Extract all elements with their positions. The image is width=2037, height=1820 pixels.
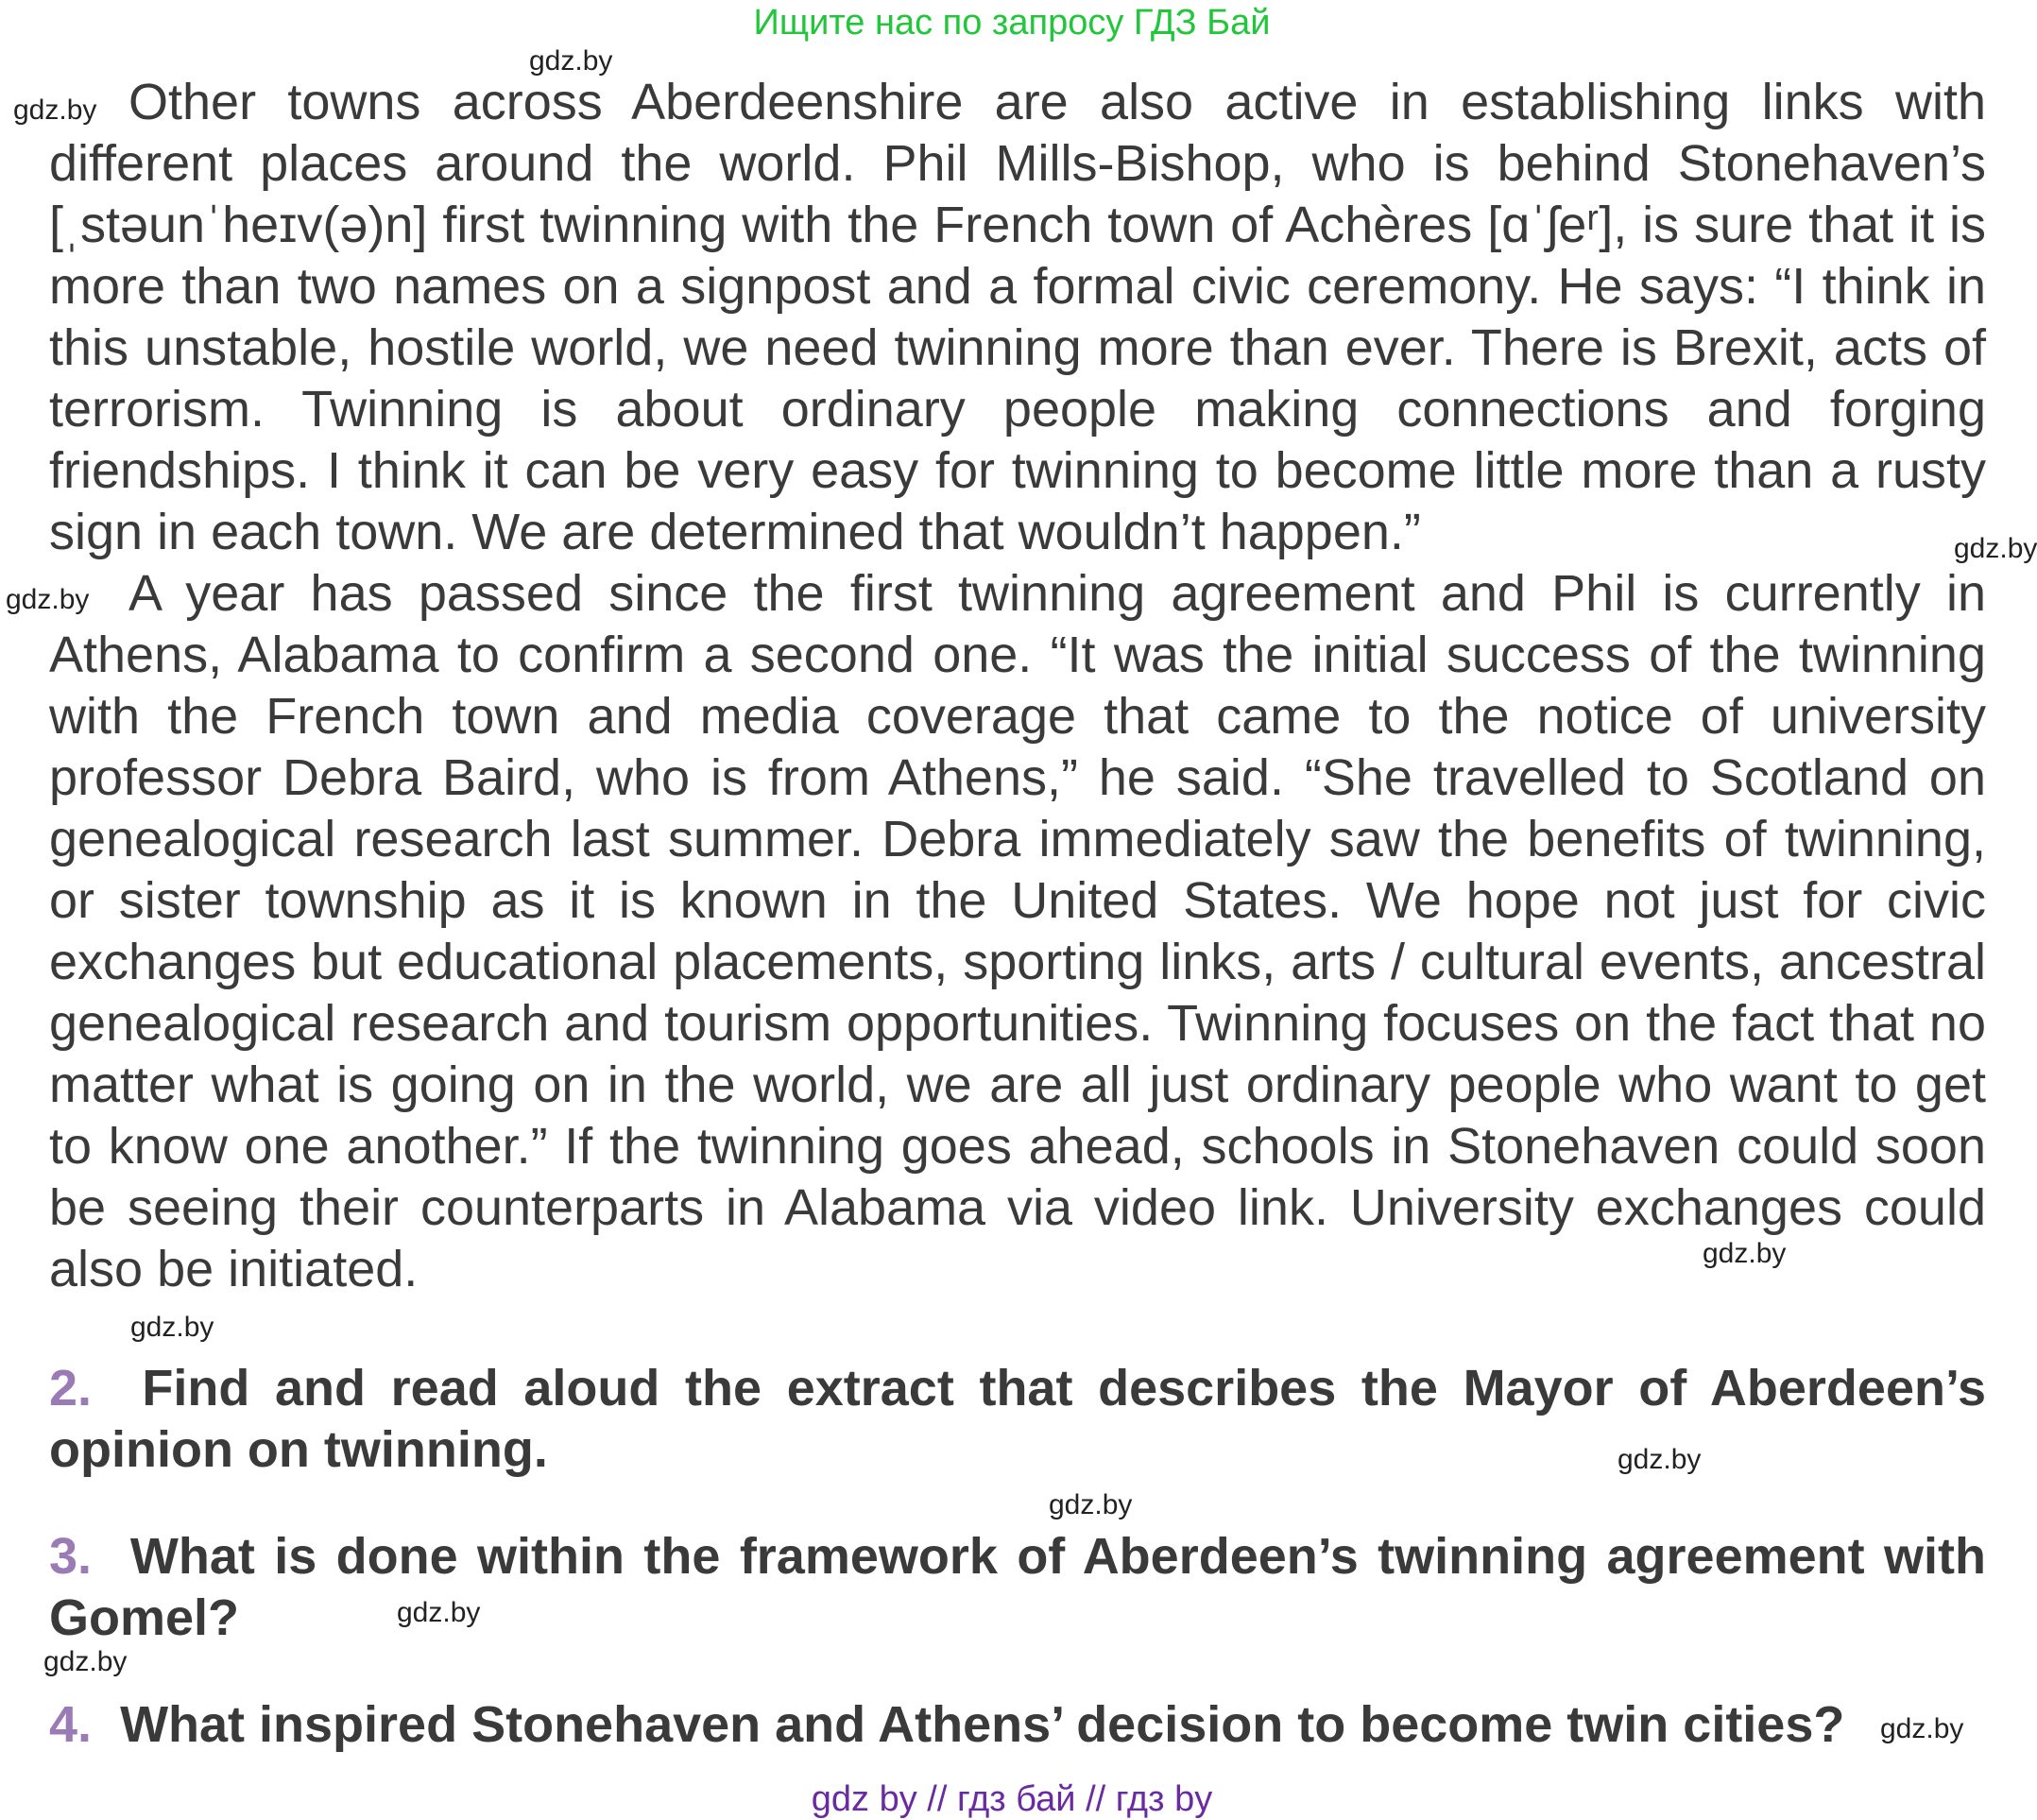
watermark: gdz.by xyxy=(1618,1444,1702,1475)
question-number: 3. xyxy=(49,1528,93,1585)
watermark: gdz.by xyxy=(1049,1489,1133,1520)
question-3 xyxy=(49,1526,1986,1649)
watermark: gdz.by xyxy=(43,1646,128,1677)
watermark: gdz.by xyxy=(1954,533,2037,564)
question-text: What inspired Stonehaven and Athens’ decision to become twin cities? xyxy=(120,1696,1845,1753)
question-number: 2. xyxy=(49,1360,93,1417)
footer-links: gdz by // гдз бай // гдз by xyxy=(811,1779,1213,1819)
watermark: gdz.by xyxy=(529,45,613,77)
watermark: gdz.by xyxy=(1703,1238,1787,1269)
watermark: gdz.by xyxy=(397,1597,481,1628)
question-4 xyxy=(49,1694,1892,1756)
top-banner: Ищите нас по запросу ГДЗ Бай xyxy=(753,3,1271,43)
watermark: gdz.by xyxy=(1880,1713,1964,1744)
paragraph-1: Other towns across Aberdeenshire are also active in establishing links with different places around the world. Phil Mills-Bishop, who is behind Stonehaven’s [ˌstəunˈheɪv(ə)n] first twinning with the French town of Achères [ɑˈʃeʳ], is sure that it is more than two names on a signpost and a formal civic ceremony. He says: “I think in this unstable, hostile world, we need twinning more than ever. There is Brexit, acts of terrorism. Twinning is about ordinary people making connections and forging friendships. I think it can be very easy for twinning to become little more than a rusty sign in each town. We are determined that wouldn’t happen.” xyxy=(49,74,1986,560)
question-number: 4. xyxy=(49,1696,93,1753)
watermark: gdz.by xyxy=(6,584,90,615)
watermark: gdz.by xyxy=(130,1312,214,1343)
question-text: What is done within the framework of Aberdeen’s twinning agreement with Gomel? xyxy=(49,1528,1987,1646)
watermark: gdz.by xyxy=(13,94,97,126)
question-text: Find and read aloud the extract that describes the Mayor of Aberdeen’s opinion on twinning. xyxy=(49,1360,1986,1478)
paragraph-2: A year has passed since the first twinning agreement and Phil is currently in Athens, Alabama to confirm a second one. “It was the initial success of the twinning with the French town and media coverage that came to the notice of university professor Debra Baird, who is from Athens,” he said. “She travelled to Scotland on genealogical research last summer. Debra immediately saw the benefits of twinning, or sister township as it is known in the United States. We hope not just for civic exchanges but educational placements, sporting links, arts / cultural events, ancestral genealogical research and tourism opportunities. Twinning focuses on the fact that no matter what is going on in the world, we are all just ordinary people who want to get to know one another.” If the twinning goes ahead, schools in Stonehaven could soon be seeing their counterparts in Alabama via video link. University exchanges could also be initiated. xyxy=(49,565,1986,1297)
